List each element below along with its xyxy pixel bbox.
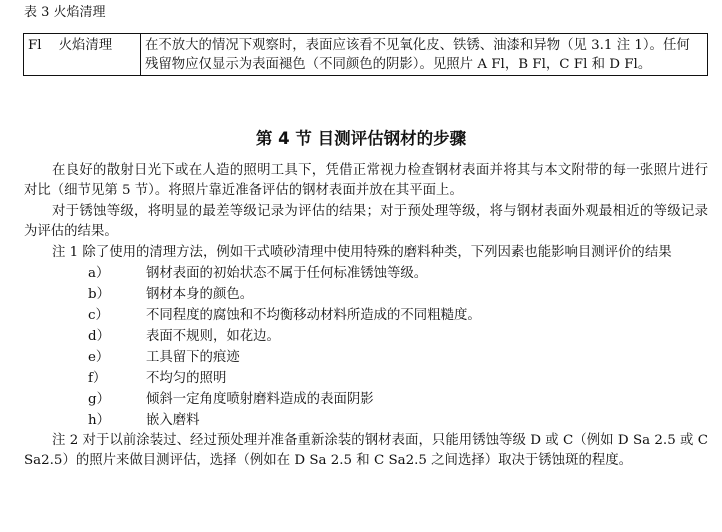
list-item-marker: a） [88, 266, 110, 282]
list-item-marker: f） [88, 371, 107, 387]
list-item-text: 钢材表面的初始状态不属于任何标准锈蚀等级。 [146, 266, 428, 282]
list-item-marker: h） [88, 413, 111, 429]
code-label: Fl 火焰清理 [28, 38, 113, 53]
list-item-text: 不同程度的腐蚀和不均衡移动材料所造成的不同粗糙度。 [146, 308, 481, 324]
list-item-text: 倾斜一定角度喷射磨料造成的表面阴影 [146, 392, 374, 408]
list-item [24, 284, 708, 305]
list-item-marker: g） [88, 392, 110, 408]
table-caption: 表 3 火焰清理 [24, 5, 106, 20]
note-1: 注 1 除了使用的清理方法，例如干式喷砂清理中使用特殊的磨料种类，下列因素也能影响目测评价的结果 [52, 244, 672, 260]
table-cell-description: 在不放大的情况下观察时，表面应该看不见氧化皮、铁锈、油漆和异物（见 3.1 注 1）。任何残留物应仅显示为表面褪色（不同颜色的阴影）。见照片 A Fl，B Fl，C Fl 和 D Fl。 [141, 34, 708, 76]
body-text [24, 161, 708, 472]
list-item [24, 368, 708, 389]
list-item [24, 410, 708, 431]
list-item-text: 不均匀的照明 [146, 371, 227, 387]
list-item [24, 347, 708, 368]
flame-cleaning-table [23, 33, 708, 76]
list-item-marker: c） [88, 308, 109, 324]
list-item-marker: e） [88, 350, 110, 366]
section-title: 第 4 节 目测评估钢材的步骤 [255, 129, 467, 148]
paragraph-procedure: 在良好的散射日光下或在人造的照明工具下，凭借正常视力检查钢材表面并将其与本文附带的每一张照片进行对比（细节见第 5 节）。将照片靠近准备评估的钢材表面并放在其平面上。 [24, 163, 708, 199]
factor-list [24, 263, 708, 431]
list-item [24, 263, 708, 284]
list-item [24, 389, 708, 410]
list-item-text: 表面不规则，如花边。 [146, 329, 280, 345]
list-item-marker: b） [88, 287, 110, 303]
note-2: 注 2 对于以前涂装过、经过预处理并准备重新涂装的钢材表面，只能用锈蚀等级 D 或 C（例如 D Sa 2.5 或 C Sa2.5）的照片来做目测评估，选择（例如在 D Sa 2.5 和 C Sa2.5 之间选择）取决于锈蚀斑的程度。 [24, 433, 708, 469]
list-item [24, 305, 708, 326]
table-row [24, 34, 708, 76]
paragraph-grading: 对于锈蚀等级，将明显的最差等级记录为评估的结果；对于预处理等级，将与钢材表面外观最相近的等级记录为评估的结果。 [24, 203, 708, 240]
list-item-marker: d） [88, 329, 110, 345]
table-cell-code [24, 34, 141, 76]
list-item [24, 326, 708, 347]
list-item-text: 工具留下的痕迹 [146, 350, 240, 366]
list-item-text: 嵌入磨料 [146, 413, 200, 429]
list-item-text: 钢材本身的颜色。 [146, 287, 254, 303]
